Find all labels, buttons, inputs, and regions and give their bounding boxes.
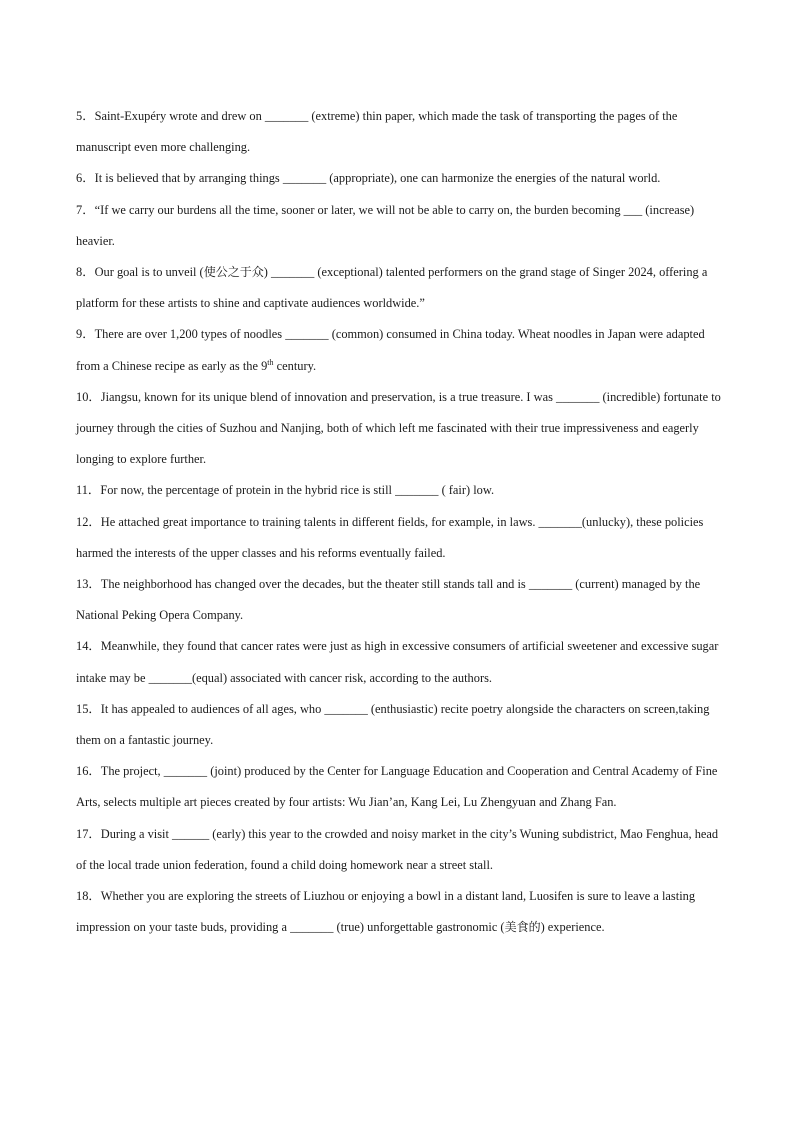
question-15 [76, 694, 724, 756]
answer-blank[interactable]: _______ [324, 701, 368, 716]
question-17 [76, 819, 724, 881]
question-text: (exceptional) talented performers on the grand stage of Singer 2024, offering a platform for these artists to shine and captivate audiences worldwide.” [76, 265, 708, 311]
question-number: 17． [76, 826, 101, 841]
question-text: Saint-Exupéry wrote and drew on [94, 109, 265, 123]
answer-blank[interactable]: _______ [148, 670, 192, 685]
question-number: 10． [76, 389, 101, 404]
question-text: (incredible) fortunate to journey through the cities of Suzhou and Nanjing, both of which left me fascinated with their true impressiveness and eagerly longing to explore further. [76, 389, 721, 467]
question-text: (true) unforgettable gastronomic ( [333, 920, 505, 935]
answer-blank[interactable]: _______ [395, 483, 439, 498]
question-text: The project, [100, 764, 164, 779]
answer-blank[interactable]: _______ [556, 389, 600, 404]
question-number: 12． [76, 514, 101, 529]
question-number: 14． [76, 639, 101, 654]
question-text: ) [263, 265, 271, 280]
question-8 [76, 257, 724, 319]
answer-blank[interactable]: ___ [623, 202, 643, 217]
answer-blank[interactable]: _______ [285, 327, 329, 342]
answer-blank[interactable]: _______ [528, 577, 573, 592]
question-text: ( fair) low. [438, 483, 495, 498]
question-11 [76, 475, 724, 506]
question-text: (unlucky), these policies harmed the interests of the upper classes and his reforms eventually failed. [76, 514, 704, 560]
question-text: It is believed that by arranging things [94, 171, 283, 186]
question-number: 16． [76, 764, 101, 779]
answer-blank[interactable]: ______ [172, 826, 210, 841]
question-text: For now, the percentage of protein in the hybrid rice is still [100, 483, 396, 498]
answer-blank[interactable]: _______ [264, 109, 309, 123]
answer-blank[interactable]: _______ [282, 171, 327, 186]
answer-blank[interactable]: _______ [290, 920, 334, 935]
chinese-gloss: 使公之于众 [203, 265, 264, 280]
question-5 [76, 101, 724, 163]
question-10 [76, 382, 724, 476]
question-text: (early) this year to the crowded and noisy market in the city’s Wuning subdistrict, Mao Fenghua, head of the local trade union federation, found a child doing homework near a street stall. [76, 826, 719, 872]
question-13 [76, 569, 724, 631]
question-14 [76, 631, 724, 693]
chinese-gloss: 美食的 [504, 920, 541, 935]
question-9 [76, 319, 724, 381]
question-6 [76, 163, 724, 194]
question-text: During a visit [100, 826, 173, 841]
question-text: (appropriate), one can harmonize the energies of the natural world. [326, 171, 661, 186]
question-18 [76, 881, 724, 943]
question-number: 9． [76, 327, 95, 342]
question-text: There are over 1,200 types of noodles [94, 327, 286, 342]
worksheet-page [76, 101, 724, 943]
question-text: The neighborhood has changed over the decades, but the theater still stands tall and is [100, 577, 529, 592]
question-text: He attached great importance to training talents in different fields, for example, in laws. [100, 514, 539, 529]
answer-blank[interactable]: _______ [538, 514, 582, 529]
question-text: “If we carry our burdens all the time, sooner or later, we will not be able to carry on, the burden becoming [94, 202, 624, 217]
question-number: 7． [76, 202, 95, 217]
question-number: 6． [76, 171, 95, 186]
question-text: (increase) heavier. [76, 202, 695, 248]
question-number: 13． [76, 577, 101, 592]
question-number: 8． [76, 265, 95, 280]
question-number: 5． [76, 109, 95, 123]
question-text: Our goal is to unveil ( [94, 265, 204, 280]
ordinal-suffix: th [267, 357, 274, 367]
question-text: (common) consumed in China today. Wheat noodles in Japan were adapted from a Chinese recipe as early as the 9 [76, 327, 705, 373]
question-16 [76, 756, 724, 818]
question-text: Jiangsu, known for its unique blend of innovation and preservation, is a true treasure. I was [100, 389, 557, 404]
question-text: ) experience. [540, 920, 605, 935]
question-text: Whether you are exploring the streets of Liuzhou or enjoying a bowl in a distant land, Luosifen is sure to leave a lasting impression on your taste buds, providing a [76, 889, 696, 935]
question-number: 15． [76, 701, 101, 716]
answer-blank[interactable]: _______ [163, 764, 208, 779]
question-number: 11． [76, 483, 101, 498]
question-12 [76, 507, 724, 569]
question-text: (equal) associated with cancer risk, according to the authors. [191, 670, 492, 685]
question-text: (extreme) thin paper, which made the task of transporting the pages of the manuscript even more challenging. [76, 109, 678, 155]
question-text: Meanwhile, they found that cancer rates were just as high in excessive consumers of artificial sweetener and excessive sugar intake may be [76, 639, 719, 685]
question-text: It has appealed to audiences of all ages, who [100, 701, 325, 716]
question-text: (enthusiastic) recite poetry alongside the characters on screen,taking them on a fantastic journey. [76, 701, 710, 748]
answer-blank[interactable]: _______ [270, 265, 315, 280]
question-text: century. [273, 358, 317, 373]
question-text: (joint) produced by the Center for Language Education and Cooperation and Central Academy of Fine Arts, selects multiple art pieces created by four artists: Wu Jian’an, Kang Lei, Lu Zhengyuan and Zhang Fan. [76, 764, 718, 810]
question-text: (current) managed by the National Peking Opera Company. [76, 577, 701, 623]
question-number: 18． [76, 889, 101, 904]
question-7 [76, 195, 724, 257]
